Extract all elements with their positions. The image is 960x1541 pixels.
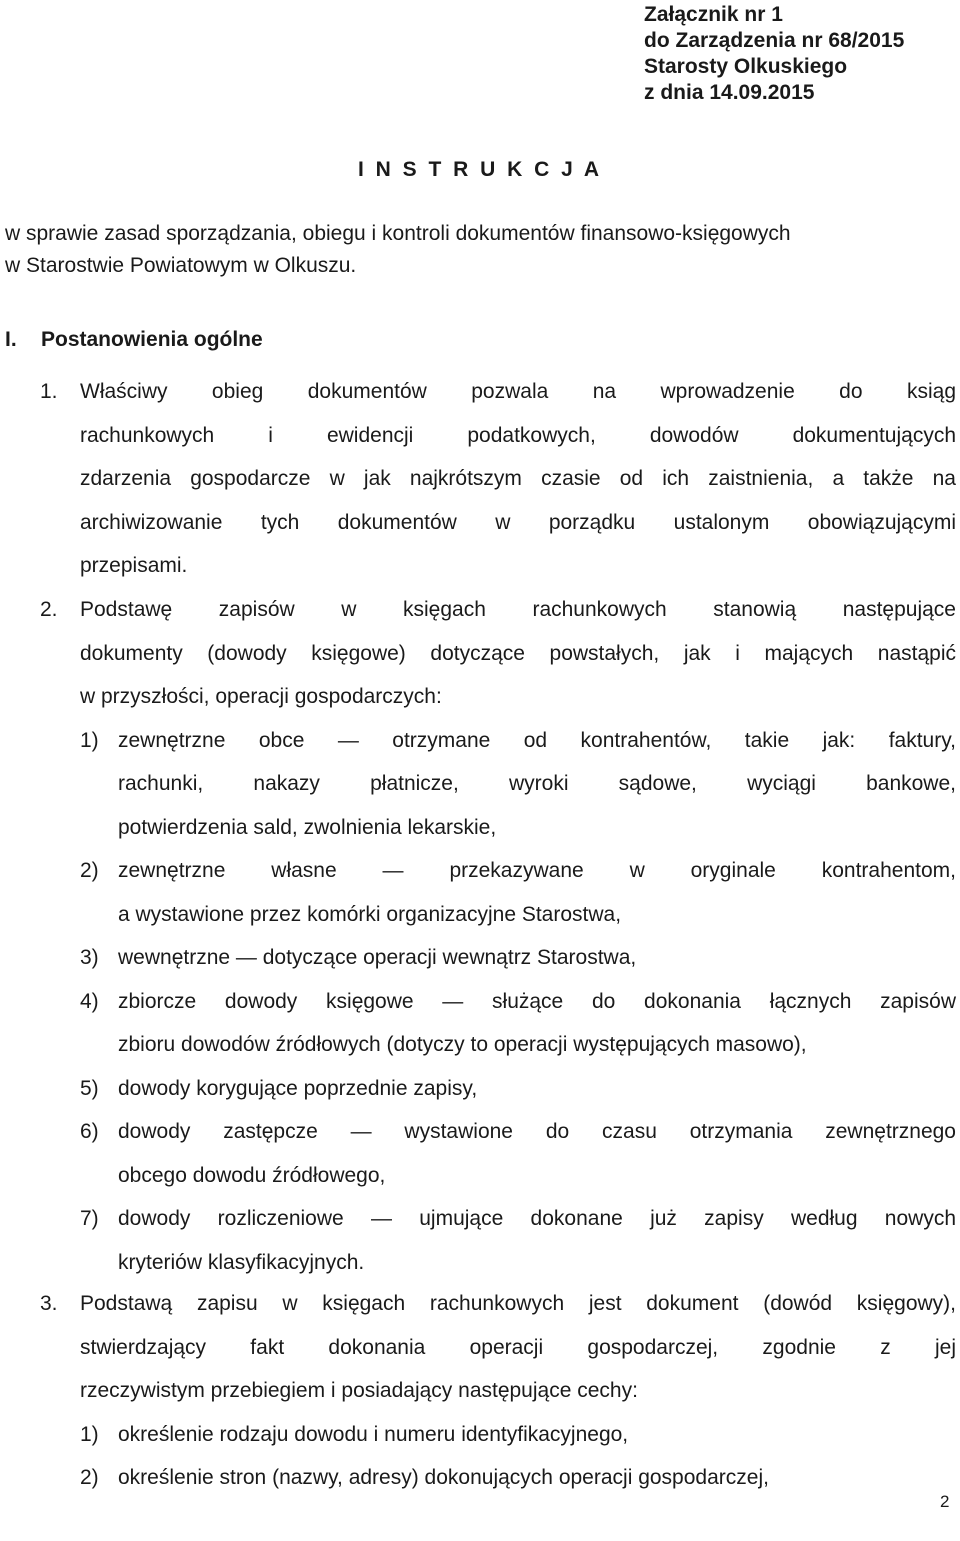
subtitle-line: w Starostwie Powiatowym w Olkuszu.	[5, 254, 357, 277]
sub-item-number: 2)	[80, 1466, 99, 1489]
sub-item-text-line: zbiorcze dowody księgowe — służące do dokonania łącznych zapisów	[118, 989, 956, 1013]
sub-item-number: 6)	[80, 1120, 99, 1143]
sub-item-text-line: wewnętrzne — dotyczące operacji wewnątrz Starostwa,	[118, 946, 637, 969]
sub-list-item	[80, 980, 956, 1067]
annex-line: Starosty Olkuskiego	[644, 55, 848, 78]
document-title: I N S T R U K C J A	[357, 158, 603, 181]
sub-item-number: 1)	[80, 728, 99, 752]
sub-list-item	[80, 1456, 956, 1500]
item-text-line: rachunkowych i ewidencji podatkowych, dowodów dokumentujących	[80, 423, 956, 447]
sub-item-text-line: zbioru dowodów źródłowych (dotyczy to operacji występujących masowo),	[118, 1033, 807, 1056]
page-number: 2	[940, 1492, 950, 1511]
item-text-line: w przyszłości, operacji gospodarczych:	[80, 685, 442, 708]
sub-item-text-line: dowody rozliczeniowe — ujmujące dokonane już zapisy według nowych	[118, 1207, 956, 1230]
sub-list-item	[80, 719, 956, 850]
sub-item-text-line: określenie rodzaju dowodu i numeru identyfikacyjnego,	[118, 1422, 629, 1446]
item-text-line: zdarzenia gospodarcze w jak najkrótszym czasie od ich zaistnienia, a także na	[80, 467, 956, 490]
sub-item-number: 4)	[80, 989, 99, 1013]
sub-list-item	[80, 849, 956, 936]
annex-line: Załącznik nr 1	[644, 3, 783, 26]
sub-list-item	[80, 1413, 956, 1457]
item-number: 2.	[40, 598, 58, 621]
document-subtitle	[5, 218, 791, 282]
item-text-line: stwierdzający fakt dokonania operacji gospodarczej, zgodnie z jej	[80, 1335, 956, 1359]
sub-item-number: 5)	[80, 1076, 99, 1100]
list-item	[40, 1282, 956, 1413]
item-text-line: przepisami.	[80, 554, 188, 577]
subtitle-line: w sprawie zasad sporządzania, obiegu i kontroli dokumentów finansowo-księgowych	[5, 222, 791, 245]
annex-line: do Zarządzenia nr 68/2015	[644, 29, 905, 52]
sub-list-item	[80, 1110, 956, 1197]
annex-header	[644, 2, 904, 106]
sub-list-item	[80, 1197, 956, 1284]
item-text-line: Podstawę zapisów w księgach rachunkowych stanowią następujące	[80, 598, 956, 621]
item-number: 1.	[40, 380, 58, 403]
list-item	[40, 588, 956, 719]
sub-item-number: 1)	[80, 1422, 99, 1446]
sub-item-text-line: kryteriów klasyfikacyjnych.	[118, 1250, 365, 1274]
sub-item-text-line: rachunki, nakazy płatnicze, wyroki sądowe, wyciągi bankowe,	[118, 772, 956, 795]
item-text-line: archiwizowanie tych dokumentów w porządku ustalonym obowiązującymi	[80, 510, 956, 534]
section-heading	[5, 328, 263, 352]
annex-line: z dnia 14.09.2015	[644, 81, 815, 104]
sub-item-text-line: określenie stron (nazwy, adresy) dokonujących operacji gospodarczej,	[118, 1466, 769, 1489]
sub-item-text-line: dowody korygujące poprzednie zapisy,	[118, 1076, 478, 1100]
sub-item-text-line: potwierdzenia sald, zwolnienia lekarskie,	[118, 815, 497, 839]
item-text-line: dokumenty (dowody księgowe) dotyczące powstałych, jak i mających nastąpić	[80, 641, 956, 665]
sub-item-text-line: zewnętrzne obce — otrzymane od kontrahentów, takie jak: faktury,	[118, 728, 956, 752]
sub-item-number: 7)	[80, 1207, 99, 1230]
sub-list-item	[80, 1067, 956, 1111]
sub-item-text-line: obcego dowodu źródłowego,	[118, 1163, 386, 1187]
item-text-line: Podstawą zapisu w księgach rachunkowych jest dokument (dowód księgowy),	[80, 1292, 956, 1315]
list-item	[40, 370, 956, 588]
item-text-line: Właściwy obieg dokumentów pozwala na wprowadzenie do ksiąg	[80, 380, 956, 403]
sub-item-text-line: zewnętrzne własne — przekazywane w oryginale kontrahentom,	[118, 859, 956, 882]
sub-list-item	[80, 936, 956, 980]
sub-item-text-line: dowody zastępcze — wystawione do czasu otrzymania zewnętrznego	[118, 1120, 956, 1143]
sub-item-number: 2)	[80, 859, 99, 882]
item-text-line: rzeczywistym przebiegiem i posiadający następujące cechy:	[80, 1379, 638, 1402]
sub-item-number: 3)	[80, 946, 99, 969]
sub-item-text-line: a wystawione przez komórki organizacyjne Starostwa,	[118, 902, 622, 926]
item-number: 3.	[40, 1292, 58, 1315]
section-title: Postanowienia ogólne	[41, 328, 263, 351]
section-number: I.	[5, 328, 17, 351]
